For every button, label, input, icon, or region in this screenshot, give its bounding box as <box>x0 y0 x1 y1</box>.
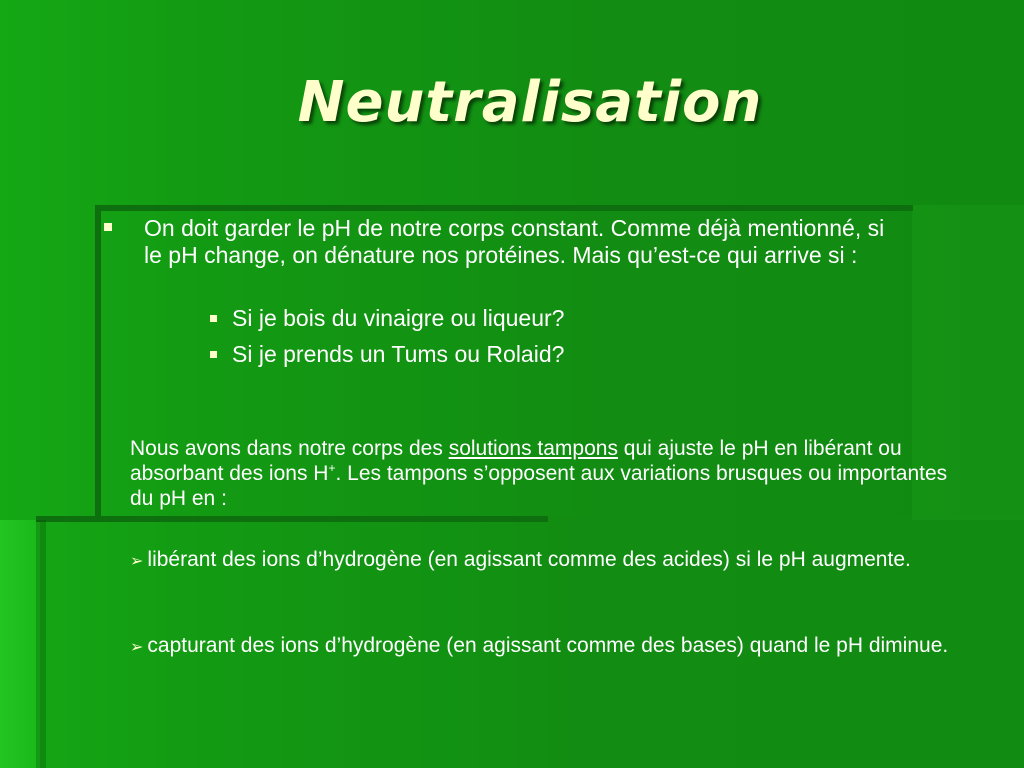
paragraph-text-end: . Les tampons s’opposent aux variations brusques ou importantes du pH en : <box>130 462 948 510</box>
arrow-bullet-icon: ➢ <box>130 639 144 656</box>
square-bullet-icon <box>104 223 112 231</box>
arrow-item <box>130 633 970 660</box>
main-bullet <box>104 215 904 269</box>
arrow-item <box>130 547 970 574</box>
square-bullet-icon <box>210 315 217 322</box>
sub-bullet-item <box>210 341 910 377</box>
arrow-item-text: libérant des ions d’hydrogène (en agissant comme des acides) si le pH augmente. <box>147 548 911 571</box>
decorative-strip-left <box>36 520 46 768</box>
decorative-line-vertical <box>95 205 101 521</box>
underlined-term: solutions tampons <box>448 437 618 460</box>
sub-bullet-list <box>210 305 910 377</box>
decorative-line-top <box>95 205 913 211</box>
arrow-bullet-icon: ➢ <box>130 553 144 570</box>
sub-bullet-item <box>210 305 910 341</box>
decorative-line-middle <box>36 516 548 522</box>
slide-title: Neutralisation <box>297 70 763 135</box>
paragraph-text-start: Nous avons dans notre corps des <box>130 437 449 460</box>
paragraph-text-middle: qui ajuste le pH en libérant ou absorbant des ions H <box>130 437 902 485</box>
superscript-plus: + <box>328 461 336 475</box>
sub-bullet-text: Si je prends un Tums ou Rolaid? <box>232 341 565 367</box>
arrow-item-text: capturant des ions d’hydrogène (en agissant comme des bases) quand le pH diminue. <box>147 634 949 657</box>
main-bullet-text: On doit garder le pH de notre corps constant. Comme déjà mentionné, si le pH change, on dénature nos protéines. Mais qu’est-ce qui arrive si : <box>144 215 885 268</box>
buffer-paragraph <box>130 436 970 511</box>
sub-bullet-text: Si je bois du vinaigre ou liqueur? <box>232 305 565 331</box>
square-bullet-icon <box>210 351 217 358</box>
background-band-left <box>0 520 40 768</box>
